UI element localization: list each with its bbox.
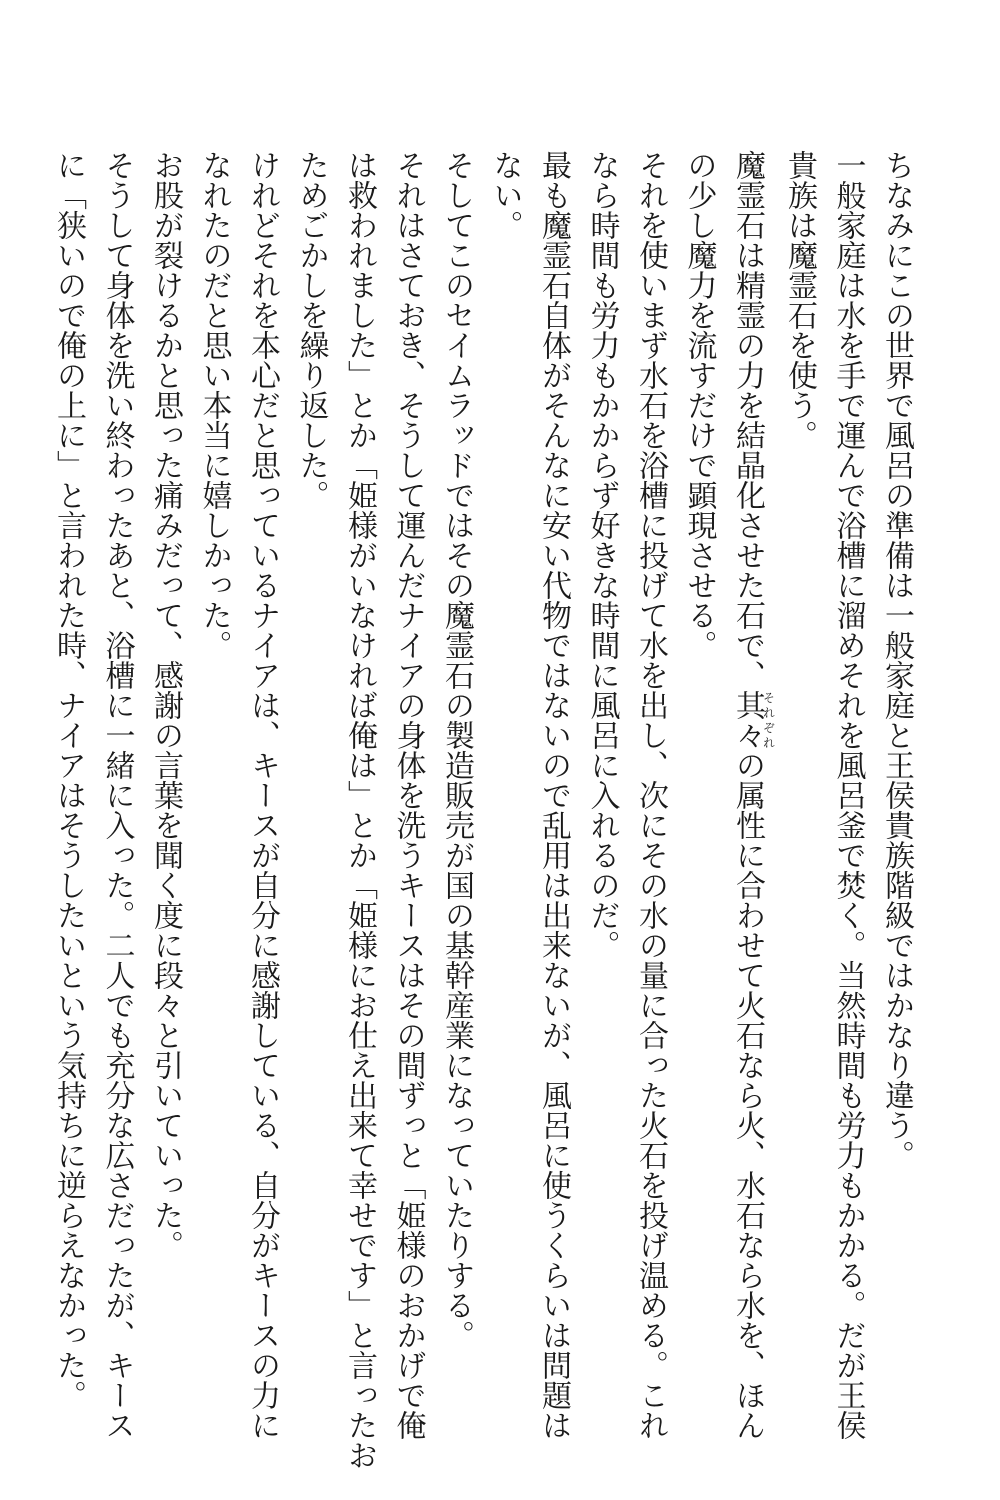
text-line-11: それはさておき、そうして運んだナイアの身体を洗うキースはその間ずっと「姫様のおかげで俺 xyxy=(390,150,426,1440)
ruby-base: 其々 xyxy=(730,690,765,750)
text-line-1: ちなみにこの世界で風呂の準備は一般家庭と王侯貴族階級ではかなり違う。 xyxy=(879,150,914,1170)
text-line-4 xyxy=(723,150,776,1440)
vertical-text-body xyxy=(51,150,920,1470)
text-line-2: 一般家庭は水を手で運んで浴槽に溜めそれを風呂釜で焚く。当然時間も労力もかかる。だが王侯 xyxy=(830,150,866,1440)
text-line-6: それを使いまず水石を浴槽に投げて水を出し、次にその水の量に合った火石を投げ温める。これ xyxy=(633,150,668,1440)
text-line-9: ない。 xyxy=(487,150,523,240)
text-line-12: は救われました」とか「姫様がいなければ俺は」とか「姫様にお仕え出来て幸せです」と言ったお xyxy=(342,150,377,1470)
text-line-10: そしてこのセイムラッドではその魔霊石の製造販売が国の基幹産業になっていたりする。 xyxy=(439,150,474,1350)
text-line-16: お股が裂けるかと思った痛みだって、感謝の言葉を聞く度に段々と引いていった。 xyxy=(148,150,183,1260)
text-line-5: の少し魔力を流すだけで顕現させる。 xyxy=(681,150,717,660)
text-line-4-start: 魔霊石は精霊の力を結晶化させた石で、 xyxy=(730,150,765,690)
text-line-4-end: の属性に合わせて火石なら火、水石なら水を、ほん xyxy=(730,750,765,1440)
text-line-13: ためごかしを繰り返した。 xyxy=(293,150,329,510)
text-line-14: けれどそれを本心だと思っているナイアは、キースが自分に感謝している、自分がキースの力に xyxy=(245,150,280,1440)
text-line-7: なら時間も労力もかからず好きな時間に風呂に入れるのだ。 xyxy=(584,150,620,960)
ruby-reading: それぞれ xyxy=(761,690,776,750)
ruby-annotation xyxy=(730,690,776,750)
text-line-8: 最も魔霊石自体がそんなに安い代物ではないので乱用は出来ないが、風呂に使うくらいは問題は xyxy=(536,150,571,1440)
text-line-15: なれたのだと思い本当に嬉しかった。 xyxy=(196,150,232,660)
text-line-3: 貴族は魔霊石を使う。 xyxy=(782,150,817,450)
text-line-18: に「狭いので俺の上に」と言われた時、ナイアはそうしたいという気持ちに逆らえなかった。 xyxy=(51,150,86,1410)
text-line-17: そうして身体を洗い終わったあと、浴槽に一緒に入った。二人でも充分な広さだったが、キース xyxy=(99,150,135,1440)
